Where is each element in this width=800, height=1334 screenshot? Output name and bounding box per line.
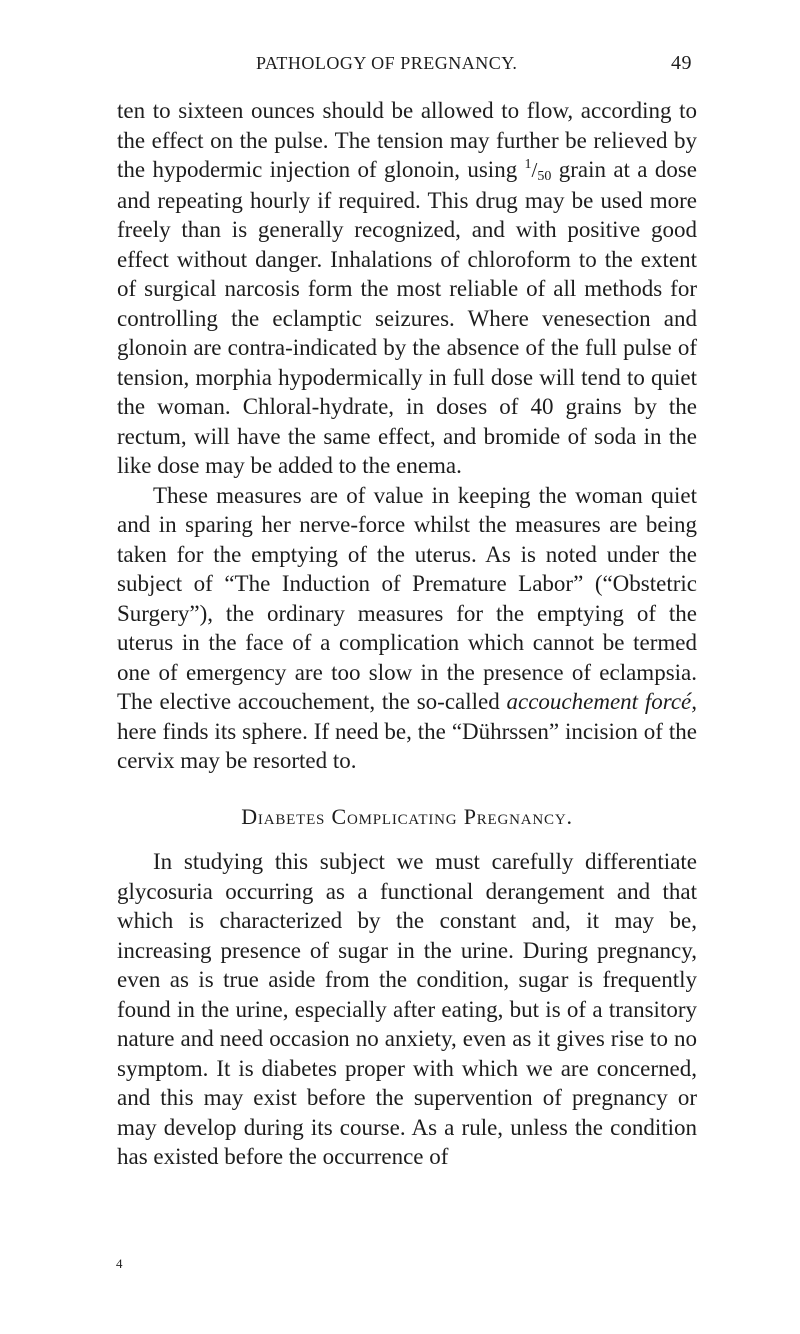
paragraph-1-text-b: grain at a dose and repeating hourly if required. This drug may be used more freely than is generally recognized, and with positive good effect without danger. Inhalations of chloroform to the extent of surgical narcosis form the most reliable of all methods for controlling the eclamptic seizures. Where venesection and glonoin are contra-indicated by the absence of the full pulse of tension, morphia hypodermically in full dose will tend to quiet the woman. Chloral-hydrate, in doses of 40 grains by the rectum, will have the same effect, and bromide of soda in the like dose may be added to the enema.: [117, 157, 697, 478]
fraction-slash: /: [531, 158, 538, 182]
fraction-denominator: 50: [537, 169, 552, 184]
fraction-numerator: 1: [524, 157, 532, 172]
paragraph-2-italic: accouchement forcé,: [506, 689, 697, 714]
paragraph-2-text-a: These measures are of value in keeping the woman quiet and in sparing her nerve-force whilst the measures are being taken for the emptying of the uterus. As is noted under the subject of “The Induction of Premature Labor” (“Obstetric Surgery”), the ordinary measures for the emptying of the uterus in the face of a complication which cannot be termed one of emergency are too slow in the presence of eclampsia. The elective accouchement, the so-called: [117, 482, 697, 714]
signature-mark: 4: [116, 1256, 123, 1271]
running-title: PATHOLOGY OF PREGNANCY.: [256, 53, 518, 73]
paragraph-1-text-a: ten to sixteen ounces should be allowed to flow, according to the effect on the pulse. The tension may further be relieved by the hypodermic injection of glonoin, using: [117, 98, 697, 182]
body-text: [117, 96, 697, 1172]
running-head: [256, 52, 692, 75]
section-heading: Diabetes Complicating Pregnancy.: [241, 803, 573, 829]
paragraph-2-text-b: here finds its sphere. If need be, the “Dührssen” incision of the cervix may be resorted to.: [117, 718, 697, 773]
paragraph-2: [117, 481, 697, 776]
paragraph-3: In studying this subject we must carefully differentiate glycosuria occurring as a functional derangement and that which is characterized by the constant and, it may be, increasing presence of sugar in the urine. During pregnancy, even as is true aside from the condition, sugar is frequently found in the urine, especially after eating, but is of a transitory nature and need occasion no anxiety, even as it gives rise to no symptom. It is diabetes proper with which we are concerned, and this may exist before the supervention of pregnancy or may develop during its course. As a rule, unless the condition has existed before the occurrence of: [117, 849, 697, 1169]
paragraph-1: [117, 96, 697, 481]
page-number: 49: [671, 52, 692, 74]
